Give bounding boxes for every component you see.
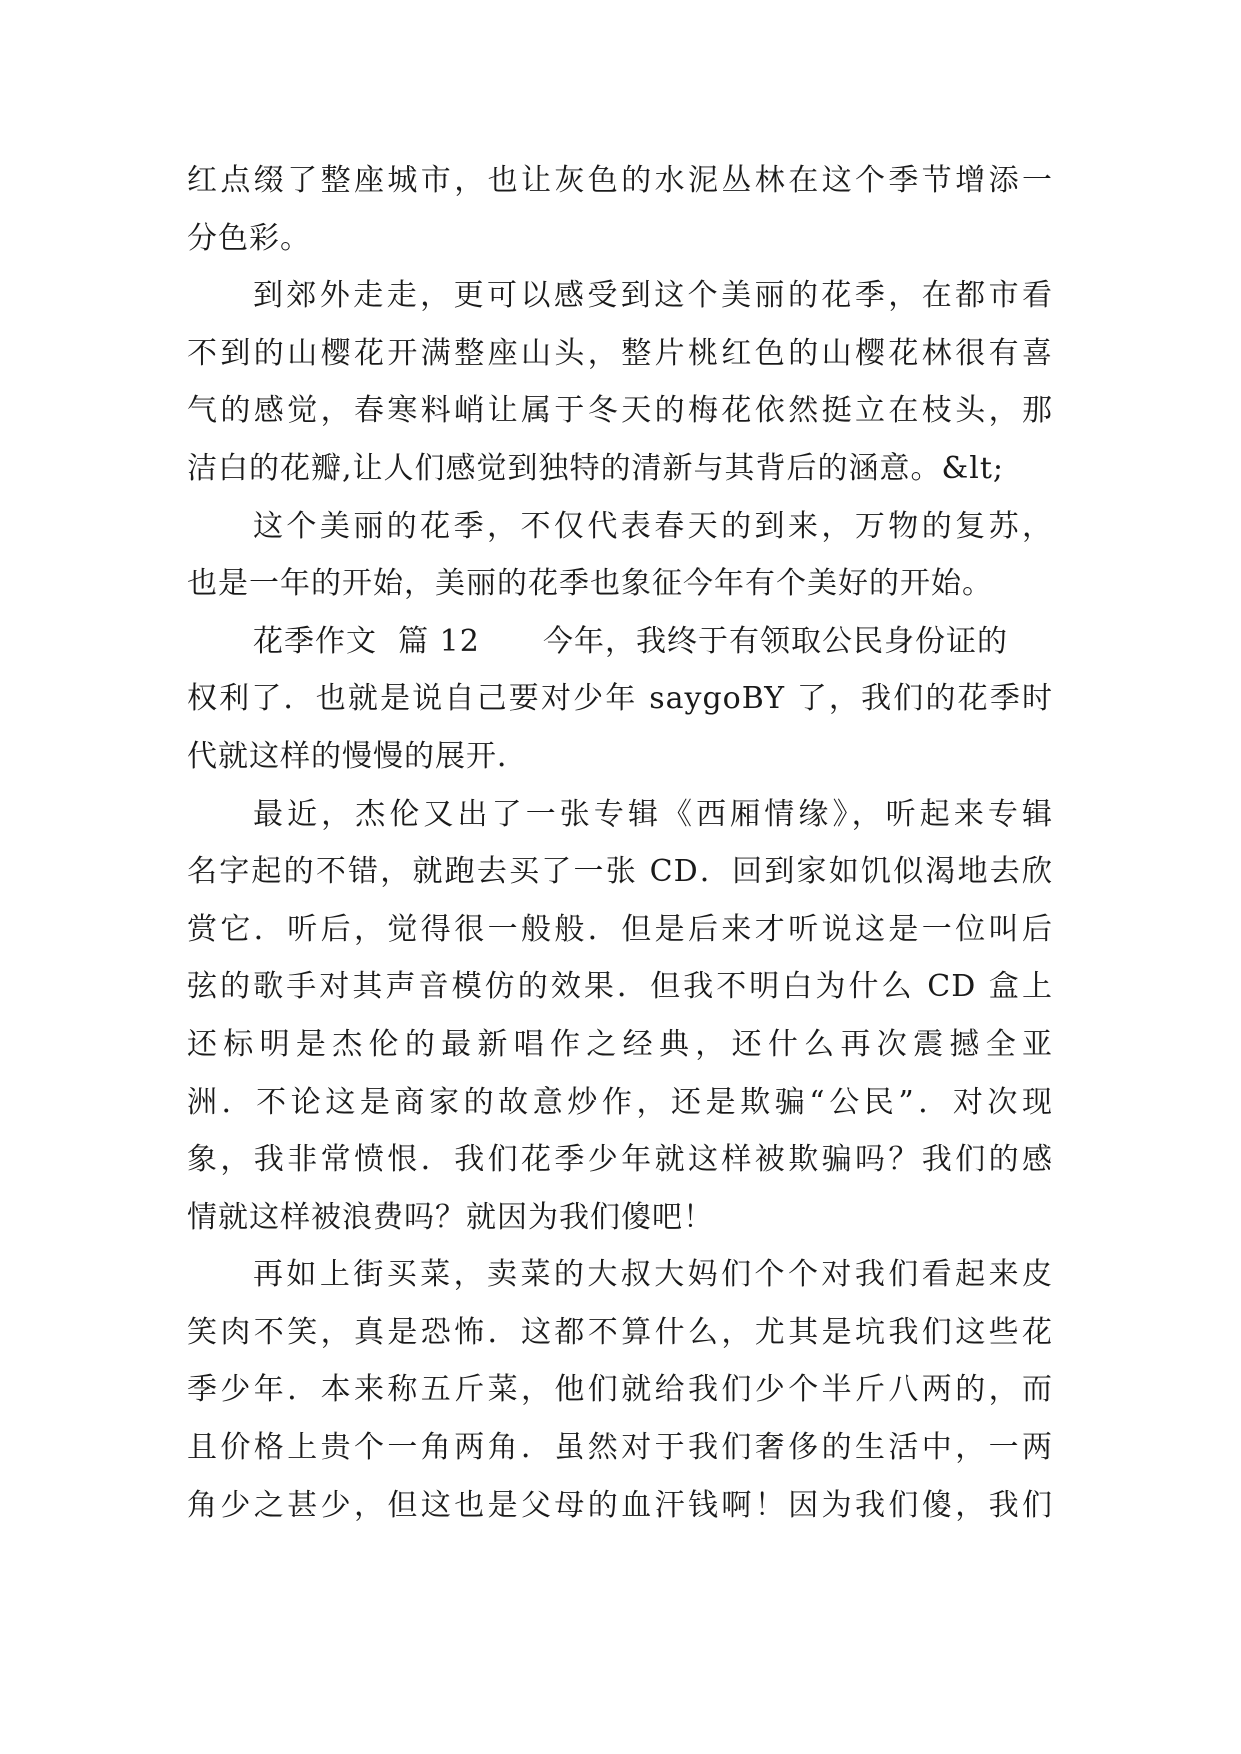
text-line: 角少之甚少，但这也是父母的血汗钱啊！因为我们傻，我们 (187, 1487, 1053, 1523)
text-line: 还标明是杰伦的最新唱作之经典，还什么再次震撼全亚 (187, 1026, 1053, 1062)
text-line: 笑肉不笑，真是恐怖．这都不算什么，尤其是坑我们这些花 (187, 1314, 1053, 1350)
text-line: 分色彩。 (187, 220, 311, 256)
text-line: 季少年．本来称五斤菜，他们就给我们少个半斤八两的，而 (187, 1372, 1053, 1408)
text-line: 象，我非常愤恨．我们花季少年就这样被欺骗吗？我们的感 (187, 1142, 1053, 1178)
text-line: 洁白的花瓣,让人们感觉到独特的清新与其背后的涵意。&lt; (187, 450, 1004, 486)
text-line: 洲．不论这是商家的故意炒作，还是欺骗“公民”．对次现 (187, 1084, 1053, 1120)
text-line: 且价格上贵个一角两角．虽然对于我们奢侈的生活中，一两 (187, 1430, 1053, 1466)
paragraph-first-line: 这个美丽的花季，不仅代表春天的到来，万物的复苏， (253, 508, 1053, 544)
text-line: 红点缀了整座城市，也让灰色的水泥丛林在这个季节增添一 (187, 163, 1053, 198)
text-line: 气的感觉，春寒料峭让属于冬天的梅花依然挺立在枝头，那 (187, 393, 1053, 429)
text-line: 情就这样被浪费吗？就因为我们傻吧！ (187, 1199, 714, 1235)
paragraph-first-line: 到郊外走走，更可以感受到这个美丽的花季，在都市看 (253, 278, 1053, 314)
text-line: 名字起的不错，就跑去买了一张 CD．回到家如饥似渴地去欣 (187, 854, 1053, 890)
section-heading-line: 花季作文 篇 12 今年，我终于有领取公民身份证的 (253, 623, 1008, 659)
text-line: 不到的山樱花开满整座山头，整片桃红色的山樱花林很有喜 (187, 335, 1053, 371)
paragraph-first-line: 最近，杰伦又出了一张专辑《西厢情缘》，听起来专辑 (253, 796, 1053, 832)
paragraph-first-line: 再如上街买菜，卖菜的大叔大妈们个个对我们看起来皮 (253, 1257, 1053, 1293)
text-line: 也是一年的开始，美丽的花季也象征今年有个美好的开始。 (187, 566, 993, 602)
text-line: 弦的歌手对其声音模仿的效果．但我不明白为什么 CD 盒上 (187, 969, 1053, 1005)
text-line: 代就这样的慢慢的展开． (187, 738, 528, 774)
text-line: 权利了．也就是说自己要对少年 saygoBY 了，我们的花季时 (187, 681, 1053, 717)
document-body (187, 152, 1053, 1534)
text-line: 赏它．听后，觉得很一般般．但是后来才听说这是一位叫后 (187, 911, 1053, 947)
